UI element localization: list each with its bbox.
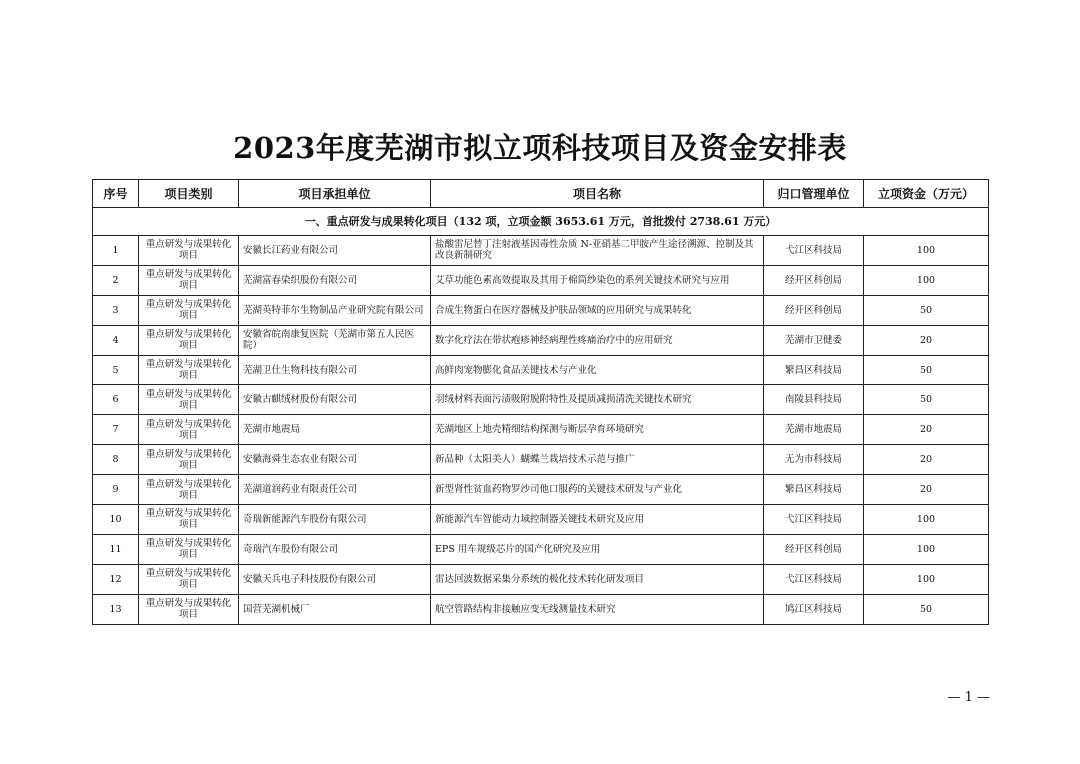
table-row xyxy=(93,534,989,564)
cell-name: 新型肾性贫血药物罗沙司他口服药的关键技术研发与产业化 xyxy=(431,475,764,505)
cell-fund: 50 xyxy=(864,355,989,385)
table-row xyxy=(93,594,989,624)
cell-dept: 无为市科技局 xyxy=(764,445,864,475)
table-row xyxy=(93,385,989,415)
header-dept: 归口管理单位 xyxy=(764,180,864,208)
header-unit: 项目承担单位 xyxy=(239,180,431,208)
cell-fund: 50 xyxy=(864,385,989,415)
cell-no: 4 xyxy=(93,325,139,355)
cell-no: 7 xyxy=(93,415,139,445)
cell-no: 10 xyxy=(93,505,139,535)
cell-fund: 50 xyxy=(864,295,989,325)
cell-dept: 繁昌区科技局 xyxy=(764,355,864,385)
cell-fund: 100 xyxy=(864,564,989,594)
table-row xyxy=(93,475,989,505)
cell-name: 芜湖地区上地壳精细结构探测与断层孕育环境研究 xyxy=(431,415,764,445)
cell-category: 重点研发与成果转化项目 xyxy=(139,385,239,415)
cell-dept: 芜湖市卫健委 xyxy=(764,325,864,355)
table-row xyxy=(93,355,989,385)
section-row xyxy=(93,208,989,236)
table-header-row xyxy=(93,180,989,208)
table-row xyxy=(93,564,989,594)
cell-category: 重点研发与成果转化项目 xyxy=(139,594,239,624)
project-table xyxy=(92,179,989,625)
cell-fund: 50 xyxy=(864,594,989,624)
cell-category: 重点研发与成果转化项目 xyxy=(139,505,239,535)
cell-unit: 芜湖卫仕生物科技有限公司 xyxy=(239,355,431,385)
cell-fund: 20 xyxy=(864,325,989,355)
cell-fund: 100 xyxy=(864,534,989,564)
cell-dept: 繁昌区科技局 xyxy=(764,475,864,505)
cell-unit: 安徽天兵电子科技股份有限公司 xyxy=(239,564,431,594)
cell-no: 12 xyxy=(93,564,139,594)
cell-name: 艾草功能色素高效提取及其用于棉筒纱染色的系列关键技术研究与应用 xyxy=(431,265,764,295)
cell-fund: 100 xyxy=(864,236,989,266)
cell-dept: 弋江区科技局 xyxy=(764,505,864,535)
cell-no: 8 xyxy=(93,445,139,475)
table-row xyxy=(93,505,989,535)
cell-name: 雷达回波数据采集分系统的极化技术转化研发项目 xyxy=(431,564,764,594)
header-name: 项目名称 xyxy=(431,180,764,208)
cell-name: 航空管路结构非接触应变无线测量技术研究 xyxy=(431,594,764,624)
cell-category: 重点研发与成果转化项目 xyxy=(139,265,239,295)
cell-category: 重点研发与成果转化项目 xyxy=(139,236,239,266)
cell-dept: 鸠江区科技局 xyxy=(764,594,864,624)
cell-fund: 20 xyxy=(864,415,989,445)
table-row xyxy=(93,445,989,475)
cell-unit: 安徽海舜生态农业有限公司 xyxy=(239,445,431,475)
cell-category: 重点研发与成果转化项目 xyxy=(139,355,239,385)
cell-dept: 弋江区科技局 xyxy=(764,236,864,266)
cell-unit: 国营芜湖机械厂 xyxy=(239,594,431,624)
cell-category: 重点研发与成果转化项目 xyxy=(139,564,239,594)
cell-category: 重点研发与成果转化项目 xyxy=(139,534,239,564)
cell-unit: 奇瑞汽车股份有限公司 xyxy=(239,534,431,564)
cell-dept: 经开区科创局 xyxy=(764,295,864,325)
cell-dept: 弋江区科技局 xyxy=(764,564,864,594)
cell-name: 合成生物蛋白在医疗器械及护肤品领域的应用研究与成果转化 xyxy=(431,295,764,325)
cell-unit: 芜湖富春染织股份有限公司 xyxy=(239,265,431,295)
cell-no: 2 xyxy=(93,265,139,295)
cell-no: 3 xyxy=(93,295,139,325)
cell-dept: 南陵县科技局 xyxy=(764,385,864,415)
cell-fund: 100 xyxy=(864,265,989,295)
cell-dept: 经开区科创局 xyxy=(764,265,864,295)
cell-unit: 奇瑞新能源汽车股份有限公司 xyxy=(239,505,431,535)
cell-no: 9 xyxy=(93,475,139,505)
section-title: 一、重点研发与成果转化项目（132 项，立项金额 3653.61 万元，首批拨付 2738.61 万元） xyxy=(93,208,989,236)
cell-unit: 芜湖道润药业有限责任公司 xyxy=(239,475,431,505)
table-row xyxy=(93,325,989,355)
header-no: 序号 xyxy=(93,180,139,208)
cell-category: 重点研发与成果转化项目 xyxy=(139,475,239,505)
cell-name: 数字化疗法在带状疱疹神经病理性疼痛治疗中的应用研究 xyxy=(431,325,764,355)
table-row xyxy=(93,265,989,295)
cell-category: 重点研发与成果转化项目 xyxy=(139,325,239,355)
cell-name: 新能源汽车智能动力域控制器关键技术研究及应用 xyxy=(431,505,764,535)
cell-unit: 安徽长江药业有限公司 xyxy=(239,236,431,266)
cell-name: 盐酸雷尼替丁注射液基因毒性杂质 N-亚硝基二甲胺产生途径溯源、控制及其改良新制研究 xyxy=(431,236,764,266)
cell-fund: 100 xyxy=(864,505,989,535)
cell-dept: 芜湖市地震局 xyxy=(764,415,864,445)
cell-unit: 安徽省皖南康复医院（芜湖市第五人民医院） xyxy=(239,325,431,355)
cell-fund: 20 xyxy=(864,445,989,475)
cell-no: 6 xyxy=(93,385,139,415)
cell-fund: 20 xyxy=(864,475,989,505)
cell-no: 11 xyxy=(93,534,139,564)
cell-no: 1 xyxy=(93,236,139,266)
cell-unit: 芜湖英特菲尔生物制品产业研究院有限公司 xyxy=(239,295,431,325)
table-row xyxy=(93,236,989,266)
cell-category: 重点研发与成果转化项目 xyxy=(139,415,239,445)
header-category: 项目类别 xyxy=(139,180,239,208)
cell-name: 新品种（太阳美人）蝴蝶兰栽培技术示范与推广 xyxy=(431,445,764,475)
cell-no: 5 xyxy=(93,355,139,385)
cell-unit: 芜湖市地震局 xyxy=(239,415,431,445)
header-fund: 立项资金（万元） xyxy=(864,180,989,208)
page-number: — 1 — xyxy=(947,690,990,705)
cell-category: 重点研发与成果转化项目 xyxy=(139,445,239,475)
table-row xyxy=(93,415,989,445)
table-row xyxy=(93,295,989,325)
cell-name: EPS 用车规级芯片的国产化研究及应用 xyxy=(431,534,764,564)
cell-dept: 经开区科创局 xyxy=(764,534,864,564)
cell-name: 羽绒材料表面污渍吸附脱附特性及提质减损清洗关键技术研究 xyxy=(431,385,764,415)
cell-name: 高鲜肉宠物膨化食品关键技术与产业化 xyxy=(431,355,764,385)
cell-no: 13 xyxy=(93,594,139,624)
cell-unit: 安徽古麒绒材股份有限公司 xyxy=(239,385,431,415)
page-title: 2023年度芜湖市拟立项科技项目及资金安排表 xyxy=(233,131,847,165)
cell-category: 重点研发与成果转化项目 xyxy=(139,295,239,325)
